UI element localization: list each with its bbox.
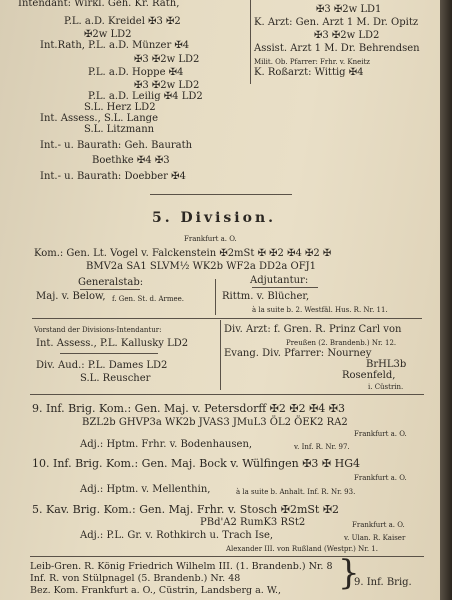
division-commander: Kom.: Gen. Lt. Vogel v. Falckenstein ✠2mSt ✠ ✠2 ✠4 ✠2 ✠ [34, 248, 332, 259]
generalstab-underline [80, 289, 140, 290]
adjutantur-heading: Adjutantur: [250, 275, 309, 286]
cav-brigade-commander: 5. Kav. Brig. Kom.: Gen. Maj. Frhr. v. Stosch ✠2mSt ✠2 [32, 503, 340, 516]
muenzer-line: Int.Rath, P.L. a.D. Münzer ✠4 [40, 40, 190, 51]
right-orders-1: ✠3 ✠2w LD1 [316, 4, 382, 15]
brigade-9-commander: 9. Inf. Brig. Kom.: Gen. Maj. v. Petersdorff ✠2 ✠2 ✠4 ✠3 [32, 402, 346, 415]
brigade-9-orders: BZL2b GHVP3a WK2b JVAS3 JMuL3 ÖL2 ÖEK2 RA2 [82, 417, 348, 428]
brigade-9-place: Frankfurt a. O. [354, 430, 407, 438]
brigade-9-adjutant: Adj.: Hptm. Frhr. v. Bodenhausen, [80, 439, 253, 450]
cav-brigade-orders: PBd'A2 RumK3 RSt2 [200, 517, 306, 528]
vorstand-heading: Vorstand der Divisions-Intendantur: [34, 326, 162, 334]
column-divider [250, 0, 251, 84]
lange-line: Int. Assess., S.L. Lange [40, 113, 159, 124]
pastor-orders: BrHL3b [366, 359, 407, 370]
reuscher-line: S.L. Reuscher [80, 373, 151, 384]
cav-brigade-adjutant-note: v. Ulan. R. Kaiser [344, 534, 406, 542]
generalstab-heading: Generalstab: [78, 277, 144, 288]
herz-line: S.L. Herz LD2 [84, 102, 156, 113]
commander-orders: BMV2a SA1 SLVM½ WK2b WF2a DD2a OFJ1 [86, 261, 317, 272]
rosenfeld-place: i. Cüstrin. [368, 383, 404, 391]
vet-line: K. Roßarzt: Wittig ✠4 [254, 67, 364, 78]
brigade-rule [30, 394, 424, 395]
leilig-line: P.L. a.D. Leilig ✠4 LD2 [88, 91, 203, 102]
brace: } [338, 553, 360, 593]
boethke-line: Boethke ✠4 ✠3 [92, 155, 170, 166]
bluecher-line: Rittm. v. Blücher, [222, 291, 310, 302]
division-title: 5. Division. [152, 210, 276, 226]
page-edge [440, 0, 452, 600]
cav-brigade-regiment: Alexander III. von Rußland (Westpr.) Nr. 1. [226, 545, 378, 553]
dames-line: Div. Aud.: P.L. Dames LD2 [36, 360, 168, 371]
district-command: Bez. Kom. Frankfurt a. O., Cüstrin, Landsberg a. W., [30, 585, 281, 596]
div-doctor-regiment: Preußen (2. Brandenb.) Nr. 12. [286, 339, 397, 347]
kreidel-orders: ✠2w LD2 [84, 29, 132, 40]
brigade-10-place: Frankfurt a. O. [354, 474, 407, 482]
intendant-line: Intendant: Wirkl. Geh. Kr. Rath, [18, 0, 180, 9]
intendantur-divider [220, 320, 221, 390]
pastor-line: Evang. Div. Pfarrer: Nourney [224, 348, 372, 359]
cav-brigade-place: Frankfurt a. O. [352, 521, 405, 529]
div-doctor-line: Div. Arzt: f. Gren. R. Prinz Carl von [224, 324, 402, 335]
adjutantur-underline [252, 287, 318, 288]
kallusky-line: Int. Assess., P.L. Kallusky LD2 [36, 338, 189, 349]
brigade-label: 9. Inf. Brig. [354, 577, 412, 588]
hoppe-line: P.L. a.D. Hoppe ✠4 [88, 67, 184, 78]
hoppe-orders: ✠3 ✠2w LD2 [134, 80, 200, 91]
section-rule [150, 194, 292, 195]
table-rule [30, 556, 424, 557]
brigade-10-adjutant-note: à la suite b. Anhalt. Inf. R. Nr. 93. [236, 488, 356, 496]
below-line: Maj. v. Below, [36, 291, 106, 302]
regiment-48: Inf. R. von Stülpnagel (5. Brandenb.) Nr. 48 [30, 573, 241, 584]
bluecher-note: à la suite b. 2. Westfäl. Hus. R. Nr. 11. [252, 306, 388, 314]
right-orders-2: ✠3 ✠2w LD2 [314, 30, 380, 41]
below-note: f. Gen. St. d. Armee. [112, 295, 185, 303]
litzmann-line: S.L. Litzmann [84, 124, 155, 135]
assist-doctor-line: Assist. Arzt 1 M. Dr. Behrendsen [254, 43, 420, 54]
kallusky-rule [60, 353, 158, 354]
kreidel-line: P.L. a.D. Kreidel ✠3 ✠2 [64, 16, 181, 27]
baurath-line: Int.- u. Baurath: Geh. Baurath [40, 140, 193, 151]
cav-brigade-adjutant: Adj.: P.L. Gr. v. Rothkirch u. Trach Ise, [80, 530, 274, 541]
brigade-10-commander: 10. Inf. Brig. Kom.: Gen. Maj. Bock v. Wülfingen ✠3 ✠ HG4 [32, 457, 361, 470]
division-place: Frankfurt a. O. [184, 235, 237, 243]
brigade-10-adjutant: Adj.: Hptm. v. Mellenthin, [80, 484, 211, 495]
muenzer-orders: ✠3 ✠2w LD2 [134, 54, 200, 65]
chaplain-line: Milit. Ob. Pfarrer: Frhr. v. Kneitz [254, 58, 370, 66]
corps-doctor-line: K. Arzt: Gen. Arzt 1 M. Dr. Opitz [254, 17, 419, 28]
doebber-line: Int.- u. Baurath: Doebber ✠4 [40, 171, 186, 182]
regiment-8: Leib-Gren. R. König Friedrich Wilhelm III. (1. Brandenb.) Nr. 8 [30, 561, 333, 572]
brigade-9-adjutant-note: v. Inf. R. Nr. 97. [294, 443, 350, 451]
staff-divider [215, 279, 216, 315]
rosenfeld-line: Rosenfeld, [342, 370, 396, 381]
intendantur-rule [32, 318, 422, 319]
